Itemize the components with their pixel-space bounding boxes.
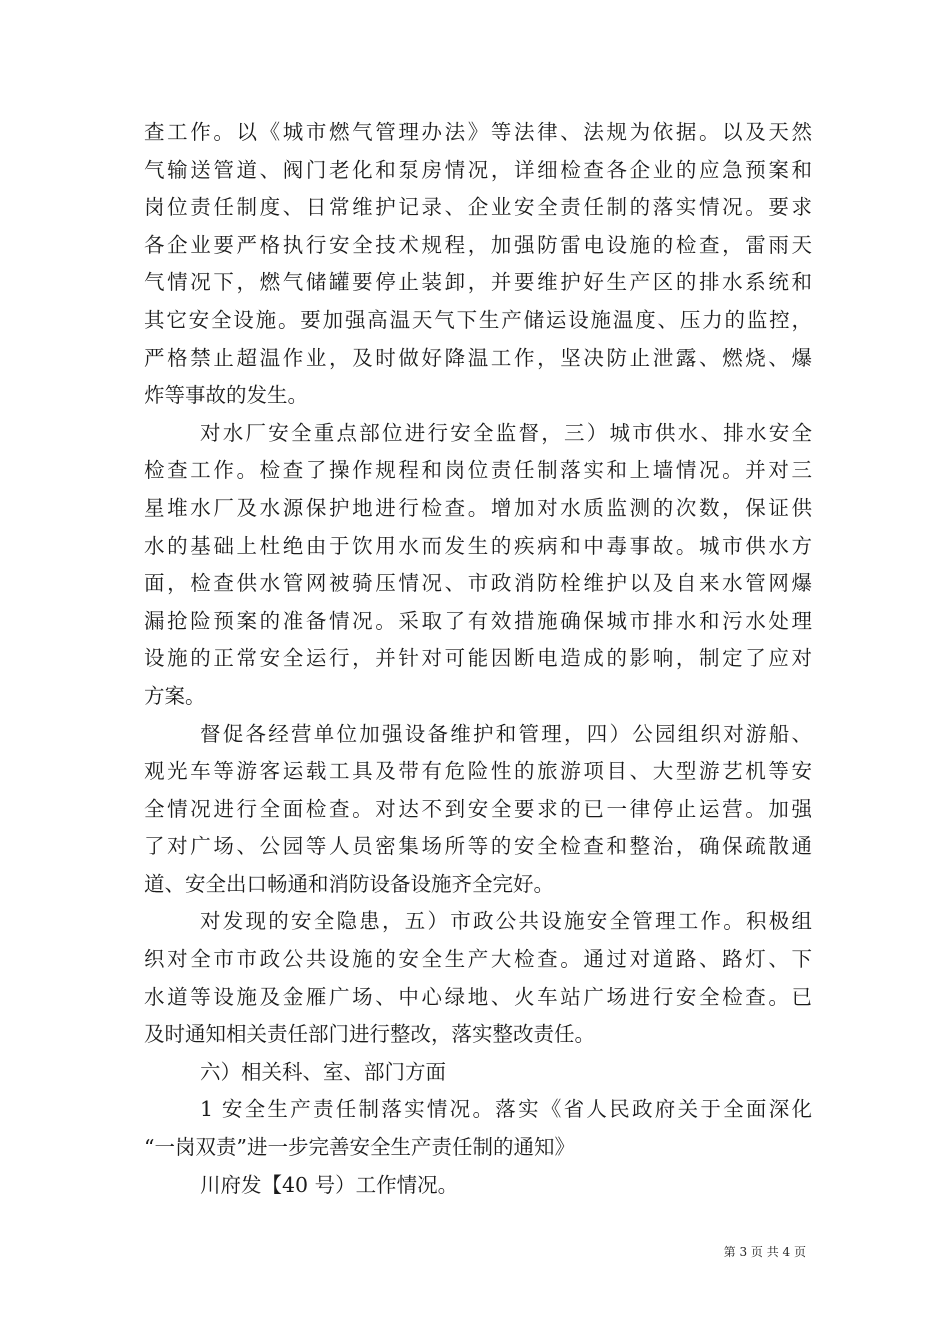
text-line: 设施的正常安全运行，并针对可能因断电造成的影响，制定了应对 xyxy=(144,646,812,671)
text-line: 漏抢险预案的准备情况。采取了有效措施确保城市排水和污水处理 xyxy=(144,608,812,633)
paragraph-water-safety xyxy=(144,415,812,716)
text-line: 1 安全生产责任制落实情况。落实《省人民政府关于全面深化 xyxy=(200,1097,812,1122)
text-line: 观光车等游客运载工具及带有危险性的旅游项目、大型游艺机等安 xyxy=(144,759,812,784)
text-line: 了对广场、公园等人员密集场所等的安全检查和整治，确保疏散通 xyxy=(144,834,812,859)
text-line: 织对全市市政公共设施的安全生产大检查。通过对道路、路灯、下 xyxy=(144,947,812,972)
text-line: 严格禁止超温作业，及时做好降温工作，坚决防止泄露、燃烧、爆 xyxy=(144,345,812,370)
text-line: “一岗双责”进一步完善安全生产责任制的通知》 xyxy=(144,1135,575,1160)
text-line: 全情况进行全面检查。对达不到安全要求的已一律停止运营。加强 xyxy=(144,796,812,821)
text-line: 督促各经营单位加强设备维护和管理，四）公园组织对游船、 xyxy=(200,721,812,746)
text-line: 其它安全设施。要加强高温天气下生产储运设施温度、压力的监控， xyxy=(144,307,812,332)
text-line: 川府发【40 号）工作情况。 xyxy=(200,1172,459,1197)
section-heading-departments xyxy=(144,1054,812,1092)
text-line: 岗位责任制度、日常维护记录、企业安全责任制的落实情况。要求 xyxy=(144,195,812,220)
page-number: 第 3 页 共 4 页 xyxy=(723,1245,806,1259)
paragraph-public-facilities xyxy=(144,903,812,1053)
text-line: 方案。 xyxy=(144,683,206,708)
text-line: 各企业要严格执行安全技术规程，加强防雷电设施的检查，雷雨天 xyxy=(144,232,812,257)
paragraph-responsibility xyxy=(144,1091,812,1166)
paragraph-document-reference xyxy=(144,1167,812,1205)
text-line: 炸等事故的发生。 xyxy=(144,383,308,408)
text-line: 六）相关科、室、部门方面 xyxy=(200,1059,446,1084)
text-line: 气输送管道、阀门老化和泵房情况，详细检查各企业的应急预案和 xyxy=(144,157,812,182)
text-line: 对发现的安全隐患，五）市政公共设施安全管理工作。积极组 xyxy=(200,909,812,934)
text-line: 面，检查供水管网被骑压情况、市政消防栓维护以及自来水管网爆 xyxy=(144,571,812,596)
text-line: 及时通知相关责任部门进行整改，落实整改责任。 xyxy=(144,1022,595,1047)
text-line: 道、安全出口畅通和消防设备设施齐全完好。 xyxy=(144,871,554,896)
paragraph-park-safety xyxy=(144,716,812,904)
text-line: 查工作。以《城市燃气管理办法》等法律、法规为依据。以及天然 xyxy=(144,120,812,144)
text-line: 水的基础上杜绝由于饮用水而发生的疾病和中毒事故。城市供水方 xyxy=(144,533,812,558)
paragraph-gas-inspection xyxy=(144,114,812,415)
document-body xyxy=(144,114,812,1204)
text-line: 检查工作。检查了操作规程和岗位责任制落实和上墙情况。并对三 xyxy=(144,458,812,483)
text-line: 气情况下，燃气储罐要停止装卸，并要维护好生产区的排水系统和 xyxy=(144,270,812,295)
text-line: 对水厂安全重点部位进行安全监督，三）城市供水、排水安全 xyxy=(200,420,812,445)
text-line: 星堆水厂及水源保护地进行检查。增加对水质监测的次数，保证供 xyxy=(144,495,812,520)
text-line: 水道等设施及金雁广场、中心绿地、火车站广场进行安全检查。已 xyxy=(144,984,812,1009)
